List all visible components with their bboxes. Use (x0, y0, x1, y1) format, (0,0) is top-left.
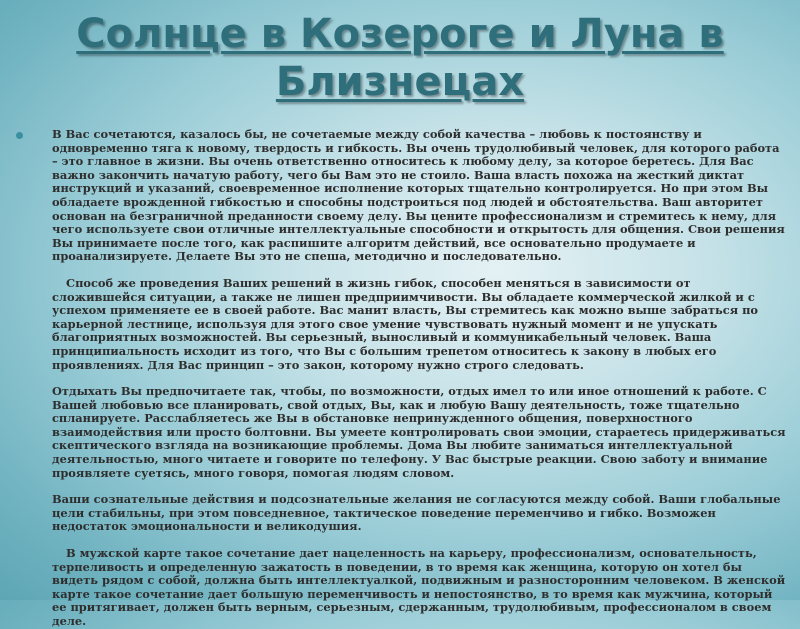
text-body (16, 127, 786, 628)
paragraph-2: Способ же проведения Ваших решений в жизнь гибок, способен меняться в зависимости от сложившейся ситуации, а также не лишен предприимчивости. Вы обладаете коммерческой жилкой и с успехом применяете ее в своей работе. Вас манит власть, Вы стремитесь как можно выше забраться по карьерной лестнице, используя для этого свое умение чувствовать нужный момент и не упускать благоприятных возможностей. Вы серьезный, выносливый и коммуникабельный человек. Ваша принципиальность исходит из того, что Вы с большим трепетом относитесь к закону в любых его проявлениях. Для Вас принцип – это закон, которому нужно строго следовать. (52, 275, 759, 372)
paragraph-1: В Вас сочетаются, казалось бы, не сочетаемые между собой качества – любовь к постоянству и одновременно тяга к новому, твердость и гибкость. Вы очень трудолюбивый человек, для которого работа – это главное в жизни. Вы очень ответственно относитесь к любому делу, за которое беретесь. Для Вас важно закончить начатую работу, чего бы Вам это не стоило. Ваша власть похожа на жесткий диктат инструкций и указаний, своевременное исполнение которых тщательно контролируется. Но при этом Вы обладаете врожденной гибкостью и способны подстроиться под людей и обстоятельства. Ваш авторитет основан на безграничной преданности своему делу. Вы цените профессионализм и стремитесь к нему, для чего используете свои отличные интеллектуальные способности и открытость для общения. Свои решения Вы принимаете после того, как распишите алгоритм действий, все основательно продумаете и проанализируете. Делаете Вы это не спеша, методично и последовательно. (52, 127, 785, 264)
paragraph-3: Отдыхать Вы предпочитаете так, чтобы, по возможности, отдых имел то или иное отношений к работе. С Вашей любовью все планировать, свой отдых, Вы, как и любую Вашу деятельность, тоже тщательно спланируете. Расслабляетесь же Вы в обстановке непринужденного общения, поверхностного взаимодействия или просто болтовни. Вы умеете контролировать свои эмоции, стараетесь придерживаться скептического взгляда на возникающие проблемы. Дома Вы любите заниматься интеллектуальной деятельностью, много читаете и говорите по телефону. У Вас быстрые реакции. Свою заботу и внимание проявляете суетясь, много говоря, помогая людям словом. (52, 384, 786, 480)
title-line-2: Близнецах (275, 59, 525, 105)
title-line-1: Солнце в Козероге и Луна в (76, 11, 724, 57)
bullet-icon (16, 132, 23, 139)
paragraph-5: В мужской карте такое сочетание дает нацеленность на карьеру, профессионализм, основательность, терпеливость и определенную зажатость в поведении, в то время как женщина, которую он хотел бы видеть рядом с собой, должна быть интеллектуалкой, подвижным и разносторонним человеком. В женской карте такое сочетание дает большую переменчивость и непостоянство, в то время как мужчина, который ее притягивает, должен быть верным, серьезным, сдержанным, трудолюбивым, профессионалом в своем деле. (52, 546, 786, 628)
page-title (0, 10, 800, 106)
paragraph-4: Ваши сознательные действия и подсознательные желания не согласуются между собой. Ваши глобальные цели стабильны, при этом повседневное, тактическое поведение переменчиво и гибко. Возможен недостаток эмоциональности и великодушия. (52, 492, 781, 534)
